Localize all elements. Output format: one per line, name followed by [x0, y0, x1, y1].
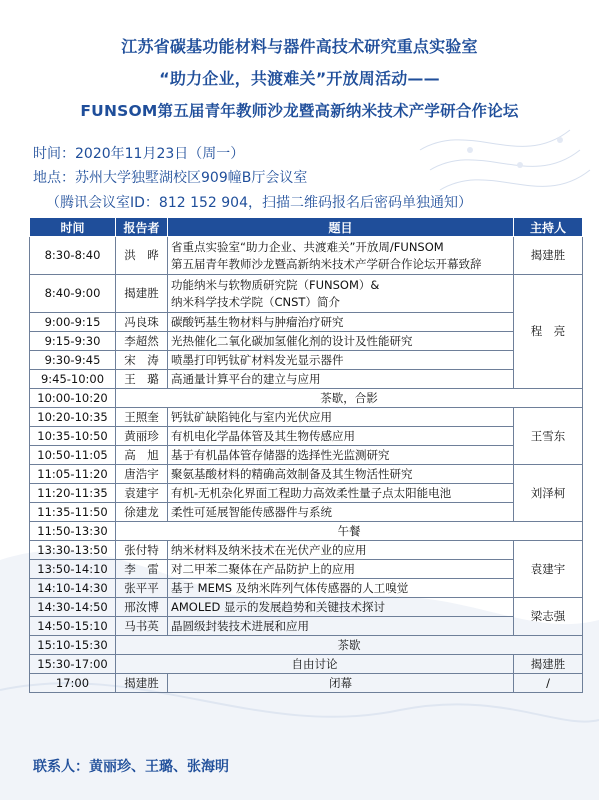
table-row — [30, 370, 583, 389]
cell-reporter: 高 旭 — [116, 446, 168, 465]
cell-host: 揭建胜 — [514, 237, 583, 275]
event-time: 时间：2020年11月23日（周一） — [33, 146, 245, 162]
table-row — [30, 503, 583, 522]
table-row — [30, 313, 583, 332]
cell-time: 11:20-11:35 — [30, 484, 116, 503]
cell-topic: 喷墨打印钙钛矿材料发光显示器件 — [168, 351, 514, 370]
cell-time: 13:50-14:10 — [30, 560, 116, 579]
cell-reporter: 黄丽珍 — [116, 427, 168, 446]
cell-time: 10:50-11:05 — [30, 446, 116, 465]
title-line-3: FUNSOM第五届青年教师沙龙暨高新纳米技术产学研合作论坛 — [80, 102, 519, 120]
title-line-2: “助力企业，共渡难关”开放周活动—— — [159, 69, 440, 88]
table-row — [30, 579, 583, 598]
cell-reporter: 王 璐 — [116, 370, 168, 389]
cell-time: 15:10-15:30 — [30, 636, 116, 655]
cell-time: 15:30-17:00 — [30, 655, 116, 674]
break-label: 茶歇 — [116, 636, 583, 655]
cell-reporter: 宋 涛 — [116, 351, 168, 370]
cell-reporter: 张平平 — [116, 579, 168, 598]
header-topic: 题目 — [168, 218, 514, 237]
header-time: 时间 — [30, 218, 116, 237]
cell-host: 刘泽柯 — [514, 465, 583, 522]
cell-host: 程 亮 — [514, 275, 583, 389]
schedule-table — [29, 217, 583, 693]
cell-topic: 钙钛矿缺陷钝化与室内光伏应用 — [168, 408, 514, 427]
table-row — [30, 389, 583, 408]
break-label: 茶歇，合影 — [116, 389, 583, 408]
header-host: 主持人 — [514, 218, 583, 237]
cell-topic: 有机-无机杂化界面工程助力高效柔性量子点太阳能电池 — [168, 484, 514, 503]
cell-time: 14:10-14:30 — [30, 579, 116, 598]
cell-topic: 基于有机晶体管存储器的选择性光监测研究 — [168, 446, 514, 465]
cell-topic: 有机电化学晶体管及其生物传感应用 — [168, 427, 514, 446]
cell-host: 王雪东 — [514, 408, 583, 465]
cell-reporter: 李超然 — [116, 332, 168, 351]
cell-topic: 聚氨基酸材料的精确高效制备及其生物活性研究 — [168, 465, 514, 484]
cell-reporter: 揭建胜 — [116, 674, 168, 693]
cell-topic: AMOLED 显示的发展趋势和关键技术探讨 — [168, 598, 514, 617]
table-row — [30, 598, 583, 617]
cell-topic — [168, 237, 514, 275]
cell-host: 揭建胜 — [514, 655, 583, 674]
table-row — [30, 674, 583, 693]
topic-line: 纳米科学技术学院（CNST）简介 — [171, 294, 340, 309]
table-row — [30, 560, 583, 579]
cell-time: 9:15-9:30 — [30, 332, 116, 351]
table-row — [30, 636, 583, 655]
table-row — [30, 408, 583, 427]
table-header-row — [30, 218, 583, 237]
break-label: 午餐 — [116, 522, 583, 541]
cell-time: 9:45-10:00 — [30, 370, 116, 389]
table-row — [30, 427, 583, 446]
cell-reporter: 袁建宇 — [116, 484, 168, 503]
cell-reporter: 马书英 — [116, 617, 168, 636]
discussion-label: 自由讨论 — [116, 655, 514, 674]
cell-topic: 光热催化二氧化碳加氢催化剂的设计及性能研究 — [168, 332, 514, 351]
table-row — [30, 351, 583, 370]
table-row — [30, 446, 583, 465]
cell-time: 14:50-15:10 — [30, 617, 116, 636]
cell-reporter: 张付特 — [116, 541, 168, 560]
contact-persons: 联系人：黄丽珍、王璐、张海明 — [33, 759, 229, 775]
title-line-1: 江苏省碳基功能材料与器件高技术研究重点实验室 — [121, 37, 478, 56]
cell-reporter: 邢汝博 — [116, 598, 168, 617]
topic-line: 第五届青年教师沙龙暨高新纳米技术产学研合作论坛开幕致辞 — [171, 256, 482, 271]
cell-topic: 基于 MEMS 及纳米阵列气体传感器的人工嗅觉 — [168, 579, 514, 598]
cell-topic: 高通量计算平台的建立与应用 — [168, 370, 514, 389]
cell-host: 梁志强 — [514, 598, 583, 636]
table-row — [30, 332, 583, 351]
header-reporter: 报告者 — [116, 218, 168, 237]
cell-time: 17:00 — [30, 674, 116, 693]
cell-topic: 对二甲苯二聚体在产品防护上的应用 — [168, 560, 514, 579]
cell-topic: 碳酸钙基生物材料与肿瘤治疗研究 — [168, 313, 514, 332]
cell-time: 11:50-13:30 — [30, 522, 116, 541]
table-row — [30, 617, 583, 636]
table-row — [30, 484, 583, 503]
cell-host: 袁建宇 — [514, 541, 583, 598]
cell-time: 10:35-10:50 — [30, 427, 116, 446]
cell-time: 8:40-9:00 — [30, 275, 116, 313]
table-row — [30, 465, 583, 484]
cell-reporter: 李 雷 — [116, 560, 168, 579]
cell-host: / — [514, 674, 583, 693]
cell-reporter: 王照奎 — [116, 408, 168, 427]
event-place: 地点：苏州大学独墅湖校区909幢B厅会议室 — [33, 170, 308, 186]
closing-label: 闭幕 — [168, 674, 514, 693]
cell-topic: 纳米材料及纳米技术在光伏产业的应用 — [168, 541, 514, 560]
cell-reporter: 揭建胜 — [116, 275, 168, 313]
tencent-meeting-note: （腾讯会议室ID：812 152 904，扫描二维码报名后密码单独通知） — [46, 195, 472, 211]
table-row — [30, 275, 583, 313]
cell-topic: 晶圆级封装技术进展和应用 — [168, 617, 514, 636]
table-row — [30, 541, 583, 560]
cell-time: 9:00-9:15 — [30, 313, 116, 332]
cell-time: 10:20-10:35 — [30, 408, 116, 427]
cell-reporter: 徐建龙 — [116, 503, 168, 522]
cell-time: 11:35-11:50 — [30, 503, 116, 522]
cell-reporter: 洪 晔 — [116, 237, 168, 275]
cell-time: 13:30-13:50 — [30, 541, 116, 560]
table-row — [30, 522, 583, 541]
cell-time: 8:30-8:40 — [30, 237, 116, 275]
cell-reporter: 冯良珠 — [116, 313, 168, 332]
cell-reporter: 唐浩宇 — [116, 465, 168, 484]
table-row — [30, 237, 583, 275]
table-row — [30, 655, 583, 674]
topic-line: 省重点实验室“助力企业、共渡难关”开放周/FUNSOM — [171, 239, 444, 254]
cell-topic: 柔性可延展智能传感器件与系统 — [168, 503, 514, 522]
cell-time: 11:05-11:20 — [30, 465, 116, 484]
topic-line: 功能纳米与软物质研究院（FUNSOM）& — [171, 277, 380, 292]
cell-time: 10:00-10:20 — [30, 389, 116, 408]
cell-time: 14:30-14:50 — [30, 598, 116, 617]
cell-topic — [168, 275, 514, 313]
cell-time: 9:30-9:45 — [30, 351, 116, 370]
